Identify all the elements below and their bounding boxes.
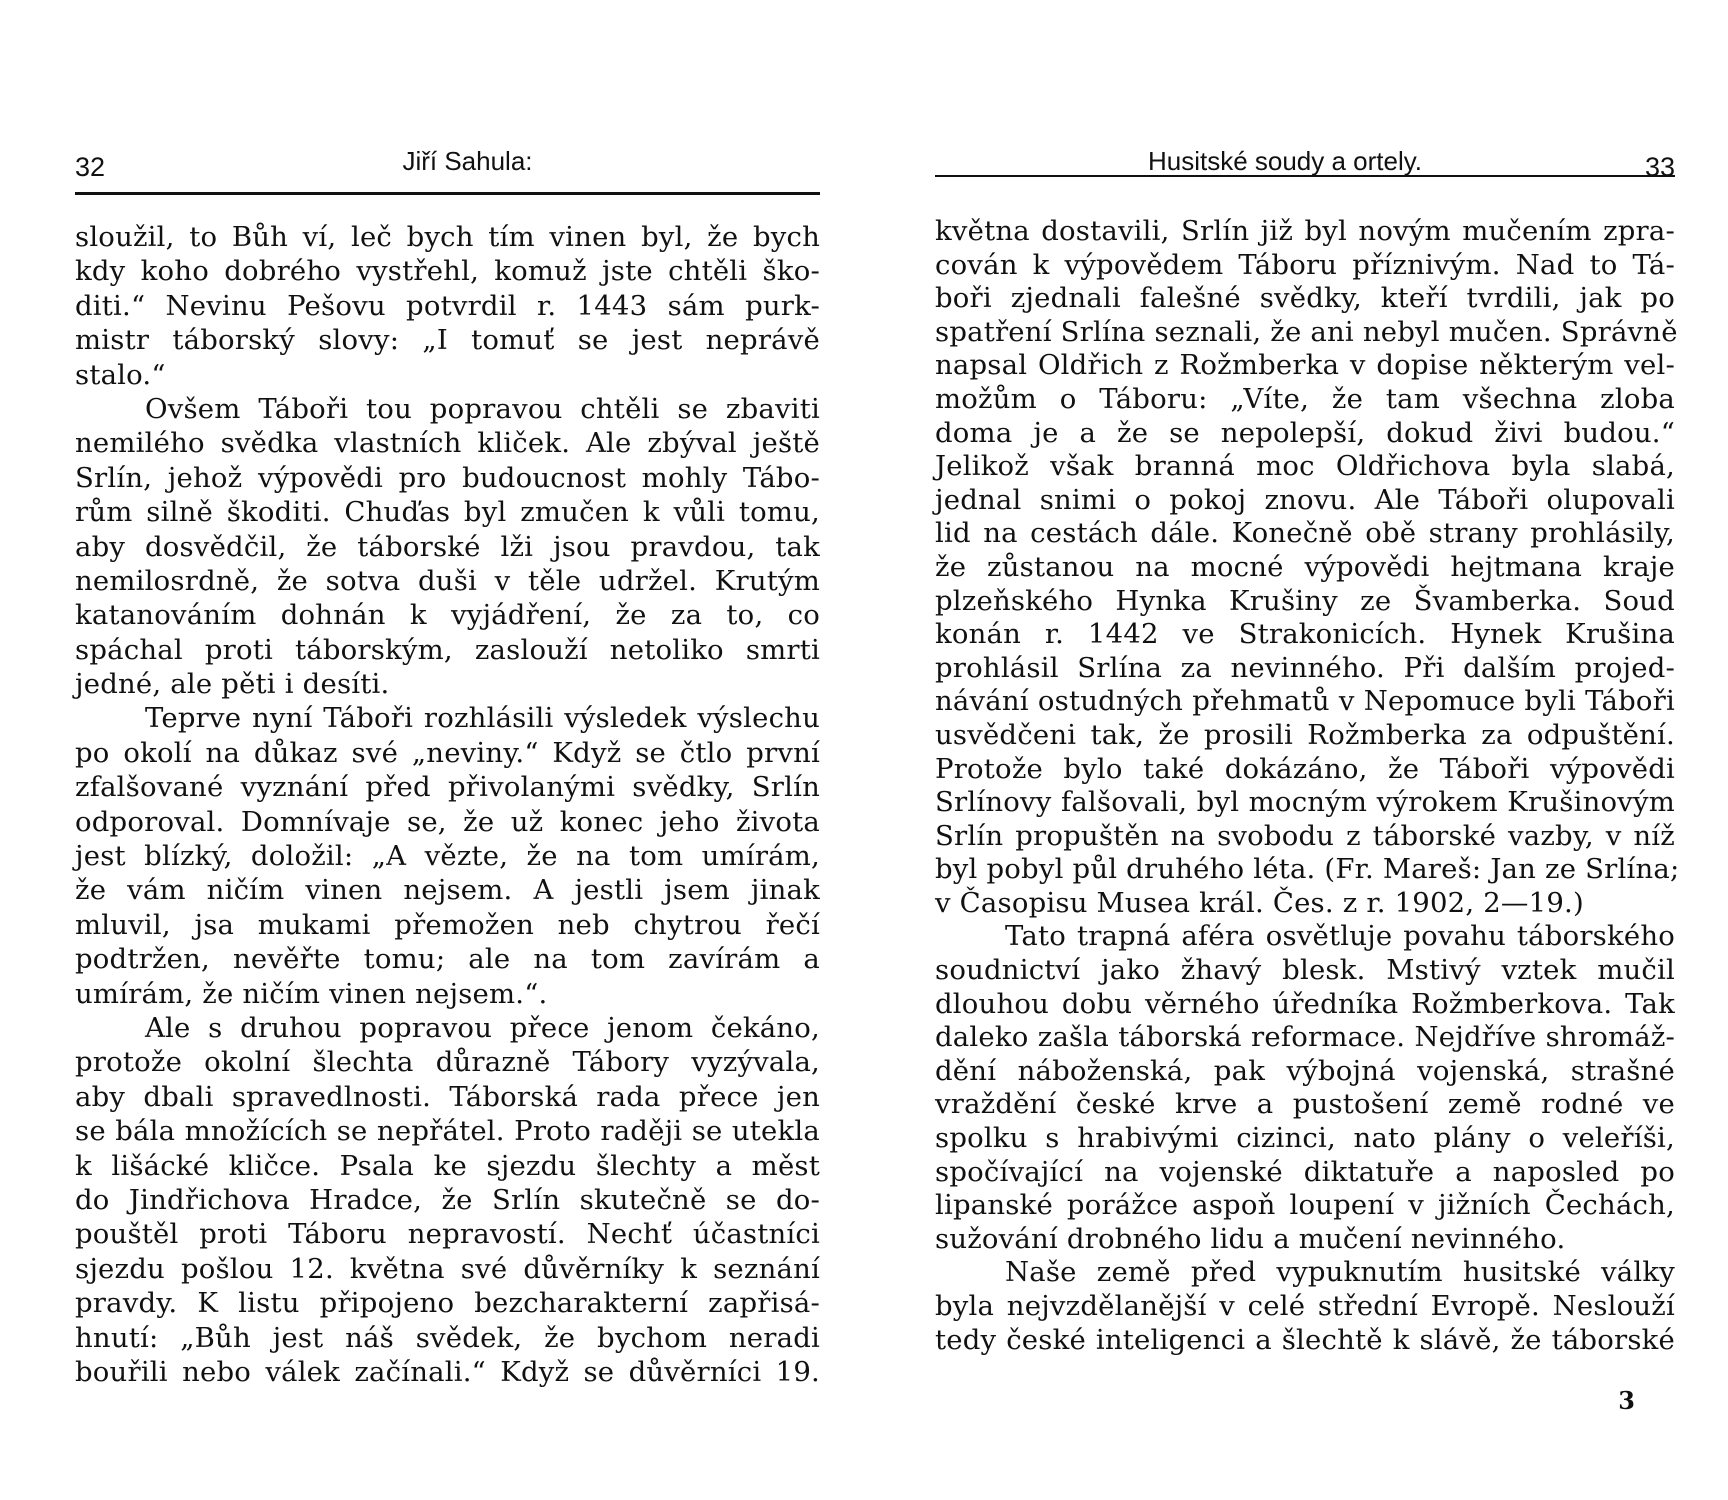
left-page-body xyxy=(75,220,820,1389)
text-line: nemilého svědka vlastních kliček. Ale zbýval ještě xyxy=(75,427,820,460)
text-line: boři zjednali falešné svědky, kteří tvrdili, jak po xyxy=(935,282,1675,315)
left-page-number: 32 xyxy=(75,152,106,182)
text-line: Protože bylo také dokázáno, že Táboři výpovědi xyxy=(935,752,1675,785)
text-line: lid na cestách dále. Konečně obě strany prohlásily, xyxy=(935,517,1675,550)
text-line: pravdy. K listu připojeno bezcharakterní zapřisá- xyxy=(75,1287,820,1320)
text-line: byl pobyl půl druhého léta. (Fr. Mareš: Jan ze Srlína; xyxy=(935,853,1680,886)
text-line: nemilosrdně, že sotva duši v těle udržel. Krutým xyxy=(75,564,820,597)
text-line: konán r. 1442 ve Strakonicích. Hynek Krušina xyxy=(935,618,1675,651)
text-line: Teprve nyní Táboři rozhlásili výsledek výslechu xyxy=(145,702,820,735)
text-line: hnutí: „Bůh jest náš svědek, že bychom neradi xyxy=(75,1321,820,1354)
text-line: Naše země před vypuknutím husitské války xyxy=(1005,1256,1675,1289)
text-line: sloužil, to Bůh ví, leč bych tím vinen byl, že bych xyxy=(75,221,820,253)
text-line: sužování drobného lidu a mučení nevinného. xyxy=(935,1222,1566,1255)
text-line: stalo.“ xyxy=(75,358,166,391)
text-line: k lišácké kličce. Psala ke sjezdu šlechty a měst xyxy=(75,1149,820,1182)
text-line: mistr táborský slovy: „I tomuť se jest neprávě xyxy=(75,324,820,357)
text-line: spáchal proti táborským, zaslouží netoliko smrti xyxy=(75,633,820,666)
text-line: Tato trapná aféra osvětluje povahu táborského xyxy=(1005,920,1675,953)
text-line: cován k výpovědem Táboru příznivým. Nad to Tá- xyxy=(935,248,1675,281)
text-line: možům o Táboru: „Víte, že tam všechna zloba xyxy=(935,382,1675,415)
text-line: po okolí na důkaz své „neviny.“ Když se čtlo první xyxy=(75,736,820,769)
text-line: návání ostudných přehmatů v Nepomuce byli Táboři xyxy=(935,685,1675,718)
text-line: spatření Srlína seznali, že ani nebyl mučen. Správně xyxy=(935,315,1678,348)
right-running-head: Husitské soudy a ortely. xyxy=(1147,146,1423,176)
text-line: že vám ničím vinen nejsem. A jestli jsem jinak xyxy=(75,874,820,907)
text-line: doma je a že se nepolepší, dokud živi budou.“ xyxy=(935,416,1675,449)
text-line: daleko zašla táborská reformace. Nejdříve shromáž- xyxy=(935,1021,1675,1054)
text-line: tedy české inteligenci a šlechtě k slávě, že táborské xyxy=(935,1323,1675,1356)
text-line: prohlásil Srlína za nevinného. Při dalším projed- xyxy=(935,651,1675,684)
text-line: aby dbali spravedlnosti. Táborská rada přece jen xyxy=(75,1080,820,1113)
text-line: Srlínovy falšovali, byl mocným výrokem Krušinovým xyxy=(935,786,1675,819)
text-line: do Jindřichova Hradce, že Srlín skutečně se do- xyxy=(75,1183,820,1216)
text-line: spolku s hrabivými cizinci, nato plány o veleříši, xyxy=(935,1122,1675,1155)
text-line: katanováním dohnán k vyjádření, že za to, co xyxy=(75,599,820,632)
signature-mark: 3 xyxy=(1618,1386,1635,1415)
text-line: bouřili nebo válek začínali.“ Když se důvěrníci 19. xyxy=(75,1355,820,1388)
left-running-head: Jiří Sahula: xyxy=(402,146,533,176)
text-line: odporoval. Domnívaje se, že už konec jeho života xyxy=(75,805,820,838)
text-line: se bála množících se nepřátel. Proto raději se utekla xyxy=(75,1115,820,1148)
right-page-number: 33 xyxy=(1644,152,1675,182)
text-line: kdy koho dobrého vystřehl, komuž jste chtěli ško- xyxy=(75,255,820,288)
text-line: spočívající na vojenské diktatuře a naposled po xyxy=(935,1155,1675,1188)
text-line: rům silně škoditi. Chuďas byl zmučen k vůli tomu, xyxy=(75,496,820,529)
text-line: protože okolní šlechta důrazně Tábory vyzývala, xyxy=(75,1046,820,1079)
left-header-rule xyxy=(75,192,820,195)
text-line: aby dosvědčil, že táborské lži jsou pravdou, tak xyxy=(75,530,820,563)
text-line: Ale s druhou popravou přece jenom čekáno, xyxy=(145,1011,820,1044)
text-line: května dostavili, Srlín již byl novým mučením zpra- xyxy=(935,215,1675,247)
text-line: Srlín, jehož výpovědi pro budoucnost mohly Tábo- xyxy=(75,461,820,494)
text-line: usvědčeni tak, že prosili Rožmberka za odpuštění. xyxy=(935,718,1675,751)
text-line: dění náboženská, pak výbojná vojenská, strašné xyxy=(935,1054,1675,1087)
text-line: podtržen, nevěřte tomu; ale na tom zavírám a xyxy=(75,943,820,976)
text-line: lipanské porážce aspoň loupení v jižních Čechách, xyxy=(935,1189,1675,1222)
text-line: v Časopisu Musea král. Čes. z r. 1902, 2—19.) xyxy=(935,886,1584,919)
text-line: Ovšem Táboři tou popravou chtěli se zbaviti xyxy=(145,392,820,425)
text-line: soudnictví jako žhavý blesk. Mstivý vztek mučil xyxy=(935,954,1675,987)
text-line: Srlín propuštěn na svobodu z táborské vazby, v níž xyxy=(935,819,1675,852)
right-page-header xyxy=(935,146,1675,186)
text-line: napsal Oldřich z Rožmberka v dopise některým vel- xyxy=(935,349,1675,382)
text-line: že zůstanou na mocné výpovědi hejtmana kraje xyxy=(935,550,1675,583)
text-line: byla nejvzdělanější v celé střední Evropě. Neslouží xyxy=(935,1290,1675,1322)
text-line: umírám, že ničím vinen nejsem.“. xyxy=(75,977,548,1010)
text-line: Jelikož však branná moc Oldřichova byla slabá, xyxy=(935,450,1675,483)
text-line: diti.“ Nevinu Pešovu potvrdil r. 1443 sám purk- xyxy=(75,289,820,322)
left-page-header xyxy=(75,146,820,186)
text-line: dlouhou dobu věrného úředníka Rožmberkova. Tak xyxy=(935,987,1675,1020)
text-line: plzeňského Hynka Krušiny ze Švamberka. Soud xyxy=(935,584,1675,617)
right-header-rule xyxy=(935,175,1675,177)
text-line: pouštěl proti Táboru nepravostí. Nechť účastníci xyxy=(75,1218,820,1251)
right-page-body xyxy=(935,215,1680,1357)
text-line: sjezdu pošlou 12. května své důvěrníky k seznání xyxy=(75,1252,820,1285)
text-line: jest blízký, doložil: „A vězte, že na tom umírám, xyxy=(75,840,820,873)
text-line: jednal snimi o pokoj znovu. Ale Táboři olupovali xyxy=(935,483,1675,516)
text-line: vraždění české krve a pustošení země rodné ve xyxy=(935,1088,1675,1121)
text-line: zfalšované vyznání před přivolanými svědky, Srlín xyxy=(75,771,820,804)
text-line: mluvil, jsa mukami přemožen neb chytrou řečí xyxy=(75,908,820,941)
text-line: jedné, ale pěti i desíti. xyxy=(75,668,390,701)
